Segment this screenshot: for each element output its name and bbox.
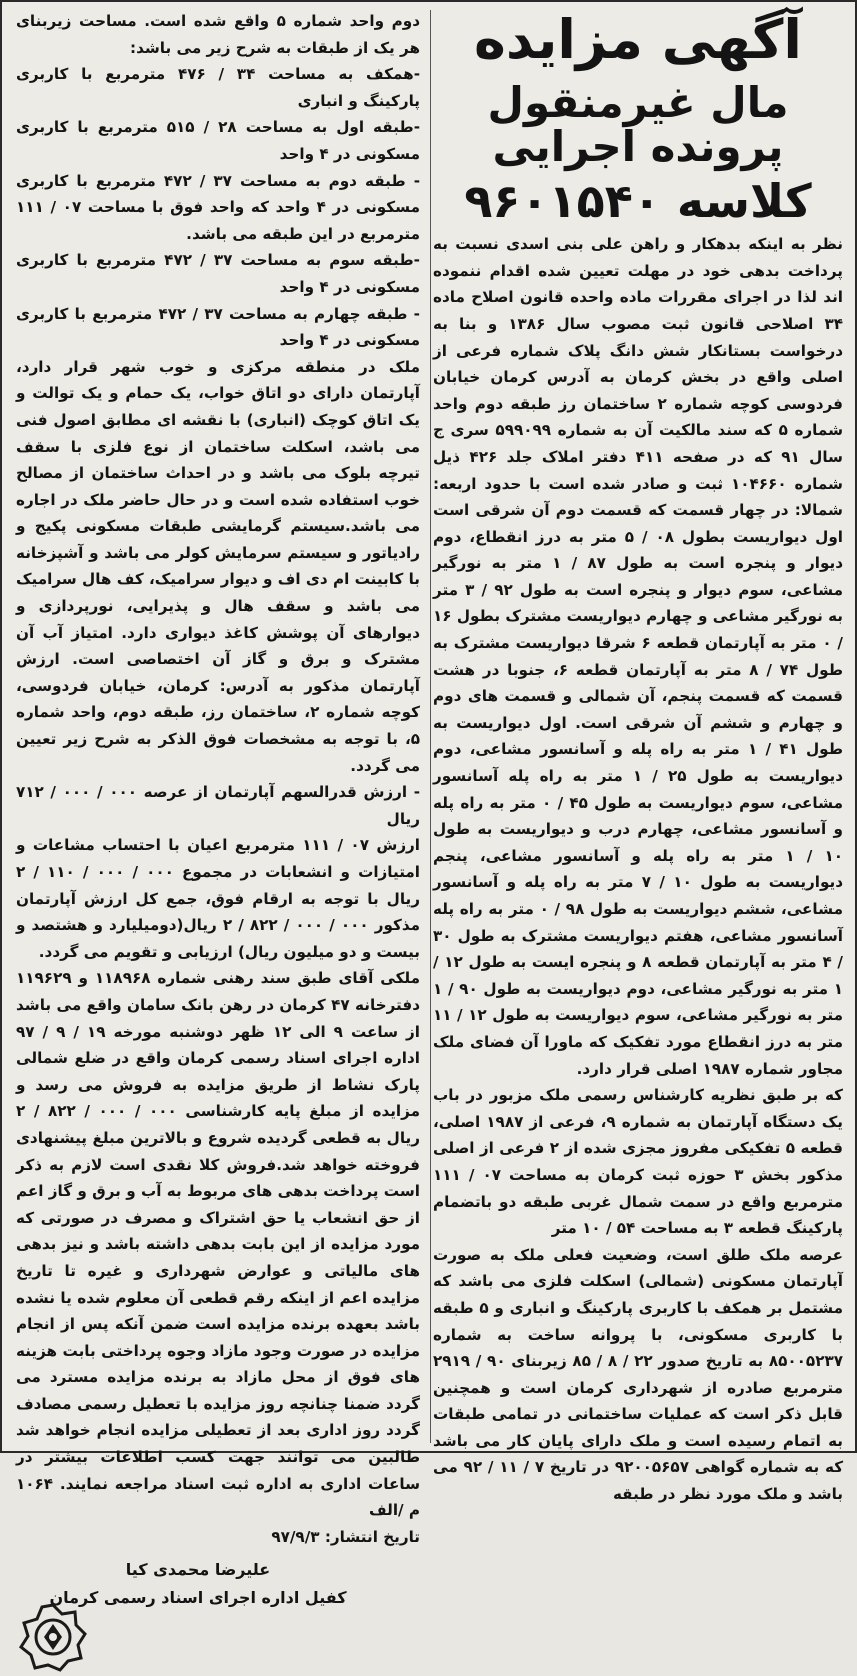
- left-column: [8, 8, 424, 1608]
- signature-block: [16, 1556, 420, 1676]
- signer-title: کفیل اداره اجرای اسناد رسمی کرمان: [49, 1588, 347, 1608]
- expert-opinion-paragraph: که بر طبق نظریه کارشناس رسمی ملک مزبور در باب یک دستگاه آپارتمان به شماره ۹، فرعی از ۱۹۸۷ اصلی، قطعه ۵ تفکیکی مفروز مجزی شده از ۲ فرعی از اصلی مذکور بخش ۳ حوزه ثبت کرمان به مساحت ۰۷ / ۱۱۱ مترمربع واقع در سمت شمال غربی طبقه دو باتضمام پارکینگ قطعه ۳ به مساحت ۵۴ / ۱۰ متر: [433, 1086, 844, 1238]
- building-status-paragraph: عرصه ملک طلق است، وضعیت فعلی ملک به صورت آپارتمان مسکونی (شمالی) اسکلت فلزی می باشد که مشتمل بر همکف با کاربری پارکینگ و انباری و ۵ طبقه با کاربری مسکونی، با پروانه ساخت به شماره ۸۵۰۰۵۲۳۷ به تاریخ صدور ۲۲ / ۸ / ۸۵ زیربنای ۹۰ / ۲۹۱۹ مترمربع صادره از شهرداری کرمان است و همچنین قابل ذکر است که عملیات ساختمانی در تمامی طبقات به اتمام رسیده است و ملک دارای پایان کار می باشد که به شماره گواهی ۹۲۰۰۵۶۵۷ در تاریخ ۷ / ۱۱ / ۹۲ می باشد و ملک مورد نظر در طبقه: [433, 1245, 844, 1504]
- notice-title: آگهی مزایده: [474, 8, 802, 71]
- floor-fourth-line: - طبقه چهارم به مساحت ۳۷ / ۴۷۲ مترمربع با کاربری مسکونی در ۴ واحد: [16, 304, 420, 350]
- valuation-paragraph: ارزش ۰۷ / ۱۱۱ مترمربع اعیان با احتساب مشاعات و امتیازات و انشعابات در مجموع ۰۰۰ / ۰۰۰ / ۱۱۰ / ۲ ریال با توجه به ارقام فوق، جمع کل ارزش آپارتمان مذکور ۰۰۰ / ۰۰۰ / ۸۲۲ / ۲ ریال(دومیلیارد و هشتصد و بیست و دو میلیون ریال) ارزیابی و تقویم می گردد.: [16, 836, 421, 961]
- apartment-details-paragraph: ملک در منطقه مرکزی و خوب شهر قرار دارد، آپارتمان دارای دو اتاق خواب، یک حمام و یک توالت و یک اتاق کوچک (انباری) با نقشه ای مطابق اصول فنی می باشد، اسکلت ساختمان از نوع فلزی با سقف تیرچه بلوک می باشد و در احداث ساختمان از مصالح خوب استفاده شده است و در حال حاضر ملک در اجاره می باشد.سیستم گرمایشی طبقات مسکونی پکیج و رادیاتور و سیستم سرمایش کولر می باشد و آشپزخانه با کابینت ام دی اف و دیوار سرامیک، کف هال سرامیک می باشد و سقف هال و پذیرایی، نورپردازی و دیوارهای آن پوشش کاغذ دیواری دارد. امتیاز آب آن مشترک و برق و گاز آن اختصاصی است. ارزش آپارتمان مذکور به آدرس: کرمان، خیابان فردوسی، کوچه شماره ۲، ساختمان رز، طبقه دوم، واحد شماره ۵، با توجه به مشخصات فوق الذکر به شرح زیر تعیین می گردد.: [16, 357, 420, 775]
- right-column: [429, 8, 849, 1504]
- notice-subtitle: مال غیرمنقول پرونده اجرایی: [487, 77, 789, 171]
- publication-date: تاریخ انتشار: ۹۷/۹/۳: [271, 1527, 420, 1546]
- signer-name: علیرضا محمدی کیا: [125, 1560, 271, 1580]
- floor-second-line: - طبقه دوم به مساحت ۳۷ / ۴۷۲ مترمربع با کاربری مسکونی در ۴ واحد که واحد فوق با مساحت ۰۷ / ۱۱۱ مترمربع در این طبقه می باشد.: [16, 171, 420, 243]
- land-share-value-line: - ارزش قدرالسهم آپارتمان از عرصه ۰۰۰ / ۰۰۰ / ۷۱۲ ریال: [16, 783, 421, 828]
- floor-first-line: -طبقه اول به مساحت ۲۸ / ۵۱۵ مترمربع با کاربری مسکونی در ۴ واحد: [16, 118, 421, 163]
- property-description-paragraph: نظر به اینکه بدهکار و راهن علی بنی اسدی نسبت به پرداخت بدهی خود در مهلت تعیین شده اقدام ننموده اند لذا در اجرای مقررات ماده واحده قانون اصلاح ماده ۳۴ اصلاحی قانون ثبت مصوب سال ۱۳۸۶ و بنا به درخواست بستانکار شش دانگ پلاک شماره فرعی از اصلی واقع در بخش کرمان به آدرس کرمان خیابان فردوسی کوچه شماره ۲ ساختمان رز طبقه دوم واحد شماره ۵ که سند مالکیت آن به شماره ۵۹۹۰۹۹ سری ج سال ۹۱ که در صفحه ۴۱۱ دفتر املاک جلد ۴۲۶ ذیل شماره ۱۰۴۶۶۰ ثبت و صادر شده است با حدود اربعه: شمالا: در چهار قسمت که قسمت دوم آن شرقی است اول دیواریست بطول ۰۸ / ۵ متر به درز انقطاع، دوم دیوار و پنجره است به طول ۸۷ / ۱ متر به نورگیر مشاعی، سوم دیوار و پنجره است به طول ۹۲ / ۳ متر به نورگیر مشاعی و چهارم دیواریست مشترک بطول ۱۶ / ۰ متر به آپارتمان قطعه ۶ شرقا دیواریست مشترک به طول ۷۴ / ۸ متر به آپارتمان قطعه ۶، جنوبا در هشت قسمت که قسمت پنجم، آن شمالی و قسمت های دوم و چهارم و ششم آن شرقی است. اول دیواریست به طول ۴۱ / ۱ متر به راه پله و آسانسور مشاعی، دوم دیواریست به طول ۲۵ / ۱ متر به راه پله آسانسور مشاعی، سوم دیواریست به طول ۴۵ / ۰ متر به راه پله و آسانسور مشاعی، چهارم درب و دیواریست به طول ۱۰ / ۱ متر به راه پله و آسانسور مشاعی، پنجم دیواریست به طول ۱۰ / ۷ متر به راه پله و آسانسور مشاعی، ششم دیواریست به طول ۹۸ / ۰ متر به راه پله آسانسور مشاعی، هفتم دیواریست مشترک به طول ۳۰ / ۴ متر به آپارتمان قطعه ۸ و پنجره ایست به طول ۱۲ / ۱ متر به نورگیر مشاعی، دوم دیواریست به طول ۹۰ / ۱ متر به نورگیر مشاعی، سوم دیواریست به طول ۱۲ / ۱۱ متر به درز انقطاع مورد تفکیک که ماورا آن فضای ملک مجاور شماره ۱۹۸۷ اصلی قرار دارد.: [433, 235, 844, 1078]
- floor-ground-line: -همکف به مساحت ۳۴ / ۴۷۶ مترمربع با کاربری پارکینگ و انباری: [16, 65, 420, 110]
- auction-terms-paragraph: ملکی آقای طبق سند رهنی شماره ۱۱۸۹۶۸ و ۱۱۹۶۲۹ دفترخانه ۴۷ کرمان در رهن بانک سامان واقع می باشد از ساعت ۹ الی ۱۲ ظهر دوشنبه مورخه ۱۹ / ۹ / ۹۷ اداره اجرای اسناد رسمی کرمان واقع در ضلع شمالی پارک نشاط از طریق مزایده به فروش می رسد و مزایده از مبلغ پایه کارشناسی ۰۰۰ / ۰۰۰ / ۸۲۲ / ۲ ریال به قطعی گردیده شروع و بالاترین مبلغ پیشنهادی فروخته خواهد شد.فروش کلا نقدی است لازم به ذکر است پرداخت بدهی های مربوط به آب و برق و گاز اعم از حق انشعاب یا حق اشتراک و مصرف در صورتی که مورد مزایده از این بابت بدهی داشته باشد و نیز بدهی های مالیاتی و عوارض شهرداری و غیره تا تاریخ مزایده اعم از اینکه رقم قطعی آن معلوم شده یا نشده باشد بعهده برنده مزایده است ضمن آنکه پس از انجام مزایده در صورت وجود مازاد وجوه پرداختی بابت هزینه های فوق از محل مازاد به برنده مزایده مسترد می گردد ضمنا چنانچه روز مزایده با تعطیل رسمی مصادف گردد روز اداری بعد از تعطیلی مزایده انجام خواهد شد طالبین می توانند جهت کسب اطلاعات بیشتر در ساعات اداری به اداره ثبت اسناد مراجعه نمایند. ۱۰۶۴ م /الف: [16, 969, 420, 1520]
- floor-third-line: -طبقه سوم به مساحت ۳۷ / ۴۷۲ مترمربع با کاربری مسکونی در ۴ واحد: [16, 251, 420, 296]
- case-number: کلاسه ۹۶۰۱۵۴۰: [464, 173, 812, 228]
- registry-emblem-icon: [18, 1602, 88, 1672]
- floor-intro-paragraph: دوم واحد شماره ۵ واقع شده است. مساحت زیربنای هر یک از طبقات به شرح زیر می باشد:: [16, 12, 420, 57]
- column-divider: [430, 10, 431, 1443]
